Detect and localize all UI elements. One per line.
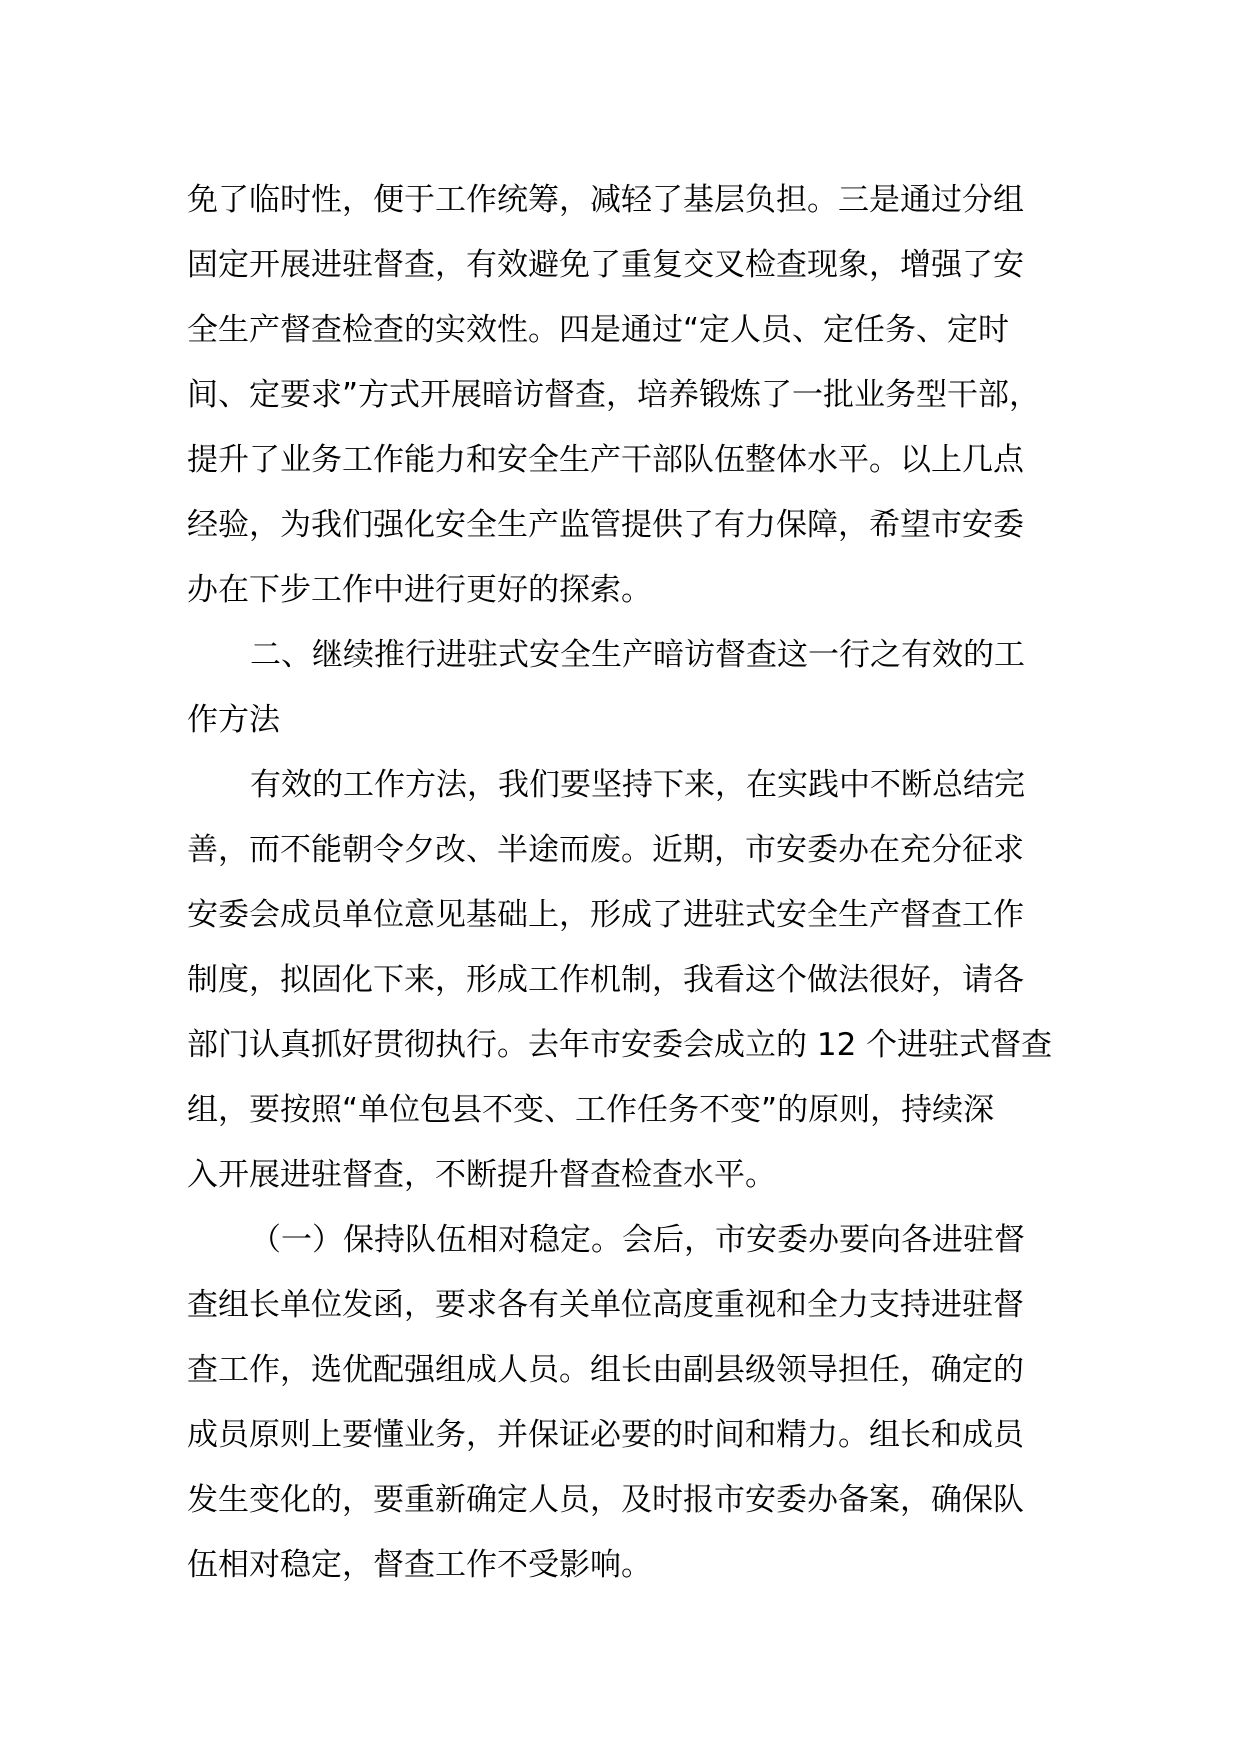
body-text	[187, 168, 1087, 1598]
text-line: 经验，为我们强化安全生产监管提供了有力保障，希望市安委	[187, 507, 1024, 543]
text-line: 全生产督查检查的实效性。四是通过“定人员、定任务、定时	[187, 312, 1010, 348]
text-line: 办在下步工作中进行更好的探索。	[187, 572, 652, 608]
text-line: 查工作，选优配强组成人员。组长由副县级领导担任，确定的	[187, 1352, 1024, 1388]
text-line: 有效的工作方法，我们要坚持下来，在实践中不断总结完	[250, 767, 1025, 803]
text-line: 安委会成员单位意见基础上，形成了进驻式安全生产督查工作	[187, 897, 1024, 933]
text-line: 组，要按照“单位包县不变、工作任务不变”的原则，持续深	[187, 1092, 995, 1128]
text-line: 作方法	[187, 702, 280, 738]
text-line: （一）保持队伍相对稳定。会后，市安委办要向各进驻督	[250, 1222, 1025, 1258]
text-line: 伍相对稳定，督查工作不受影响。	[187, 1547, 652, 1583]
text-line: 成员原则上要懂业务，并保证必要的时间和精力。组长和成员	[187, 1417, 1024, 1453]
text-line: 固定开展进驻督查，有效避免了重复交叉检查现象，增强了安	[187, 247, 1024, 283]
text-line: 制度，拟固化下来，形成工作机制，我看这个做法很好，请各	[187, 962, 1024, 998]
text-line: 部门认真抓好贯彻执行。去年市安委会成立的 12 个进驻式督查	[187, 1027, 1053, 1063]
text-line: 发生变化的，要重新确定人员，及时报市安委办备案，确保队	[187, 1482, 1024, 1518]
text-line: 查组长单位发函，要求各有关单位高度重视和全力支持进驻督	[187, 1287, 1024, 1323]
text-line: 免了临时性，便于工作统筹，减轻了基层负担。三是通过分组	[187, 182, 1024, 218]
text-line: 入开展进驻督查，不断提升督查检查水平。	[187, 1157, 776, 1193]
text-line: 善，而不能朝令夕改、半途而废。近期，市安委办在充分征求	[187, 832, 1024, 868]
text-line: 提升了业务工作能力和安全生产干部队伍整体水平。以上几点	[187, 442, 1024, 478]
text-line: 二、继续推行进驻式安全生产暗访督查这一行之有效的工	[250, 637, 1025, 673]
text-line: 间、定要求”方式开展暗访督查，培养锻炼了一批业务型干部，	[187, 377, 1041, 413]
